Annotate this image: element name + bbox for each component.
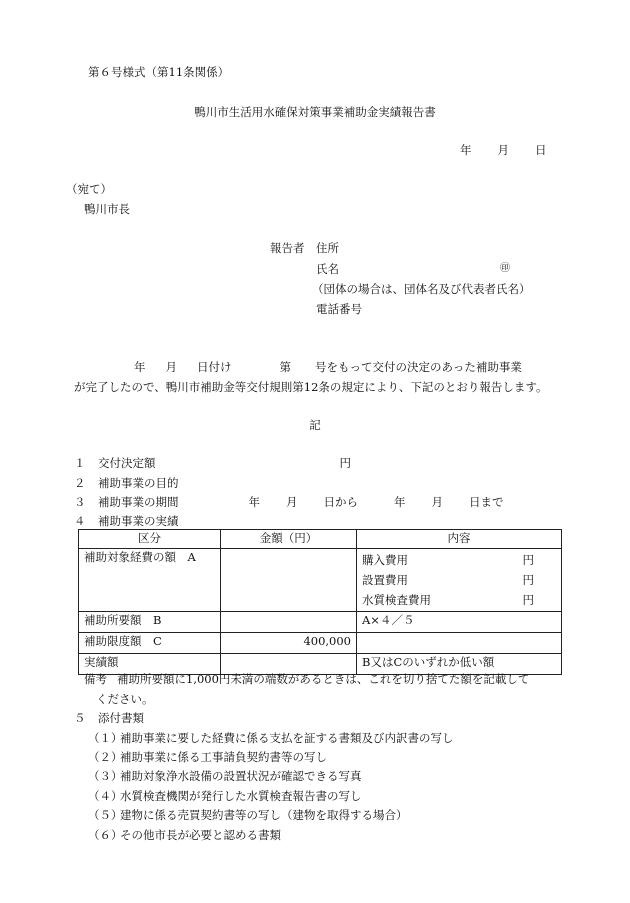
attachment-text: 補助対象浄水設備の設置状況が確認できる写真: [120, 769, 362, 783]
reporter-organization-note: （団体の場合は、団体名及び代表者氏名）: [312, 282, 531, 296]
content-cell: [357, 549, 562, 612]
seal-mark: ㊞: [500, 263, 510, 274]
body-dai: 第: [279, 360, 291, 374]
document-title: 鴨川市生活用水確保対策事業補助金実績報告書: [194, 105, 436, 119]
attachment-item: [88, 750, 327, 765]
item-number: ２: [74, 476, 86, 490]
form-number-label: 第６号様式（第11条関係）: [88, 65, 230, 79]
yen-unit: 円: [522, 593, 534, 607]
remark-line-2: ください。: [96, 692, 154, 706]
attachment-number: （５）: [88, 808, 123, 822]
table-header-category: 区分: [79, 530, 221, 549]
content-cell: B又はCのいずれか低い額: [357, 654, 562, 675]
period-to-month: 月: [431, 495, 443, 509]
attachment-text: 補助事業に要した経費に係る支払を証する書類及び内訳書の写し: [120, 731, 454, 745]
date-line: [460, 143, 547, 158]
table-row: [79, 612, 562, 633]
period-from-year: 年: [248, 495, 260, 509]
item-project-period: [74, 495, 504, 510]
content-line: [362, 590, 556, 610]
reporter-address-label: 住所: [316, 241, 339, 255]
table-header-content: 内容: [357, 530, 562, 549]
item-label: 添付書類: [98, 711, 144, 725]
attachment-text: 建物に係る売買契約書等の写し（建物を取得する場合）: [120, 808, 408, 822]
content-cell: A×４／５: [357, 612, 562, 633]
attachment-item: [88, 731, 454, 746]
results-table: [78, 529, 562, 675]
period-from-day: 日から: [323, 495, 358, 509]
category-cell: 補助対象経費の額 A: [79, 549, 221, 612]
attachment-item: [88, 769, 362, 784]
body-month: 月: [165, 360, 177, 374]
item-number: １: [74, 456, 86, 470]
amount-cell: 400,000: [221, 633, 357, 654]
category-cell: 補助所要額 B: [79, 612, 221, 633]
attachment-text: 補助事業に係る工事請負契約書等の写し: [120, 750, 327, 764]
remark-line-1: [84, 672, 529, 687]
body-text-line-1: [74, 360, 522, 375]
item-number: ４: [74, 514, 86, 528]
attachment-text: 水質検査機関が発行した水質検査報告書の写し: [120, 789, 362, 803]
period-to-day: 日まで: [469, 495, 504, 509]
category-cell: 補助限度額 C: [79, 633, 221, 654]
reporter-phone-label: 電話番号: [316, 302, 362, 316]
item-number: ５: [74, 711, 86, 725]
date-day: 日: [535, 143, 547, 157]
attachment-number: （３）: [88, 769, 123, 783]
remark-text: 補助所要額に1,000円未満の端数があるときは、これを切り捨てた額を記載して: [117, 672, 530, 686]
water-test-cost-label: 水質検査費用: [362, 593, 431, 607]
date-month: 月: [497, 143, 509, 157]
attachment-number: （２）: [88, 750, 123, 764]
table-header-amount: 金額（円）: [221, 530, 357, 549]
attachment-text: その他市長が必要と認める書類: [120, 828, 281, 842]
addressee-name: 鴨川市長: [84, 202, 130, 216]
content-cell: [357, 633, 562, 654]
reporter-name-label: 氏名: [316, 262, 339, 276]
body-year: 年: [134, 360, 146, 374]
attachment-item: [88, 808, 408, 823]
body-go-text: 号をもって交付の決定のあった補助事業: [315, 360, 522, 374]
installation-cost-label: 設置費用: [362, 573, 408, 587]
period-from-month: 月: [286, 495, 298, 509]
yen-unit: 円: [339, 456, 351, 470]
attachment-item: [88, 828, 281, 843]
table-header-row: [79, 530, 562, 549]
item-project-purpose: [74, 476, 179, 491]
amount-cell: [221, 612, 357, 633]
item-label: 補助事業の実績: [98, 514, 179, 528]
period-to-year: 年: [394, 495, 406, 509]
attachment-number: （６）: [88, 828, 123, 842]
date-year: 年: [460, 143, 472, 157]
table-row: [79, 633, 562, 654]
item-attachments: [74, 711, 144, 726]
purchase-cost-label: 購入費用: [362, 553, 408, 567]
ki-heading: 記: [309, 418, 321, 432]
item-project-results: [74, 514, 179, 529]
attachment-item: [88, 789, 362, 804]
item-number: ３: [74, 495, 86, 509]
body-day-suffix: 日付け: [197, 360, 232, 374]
item-grant-decision-amount: [74, 456, 351, 471]
item-label: 補助事業の期間: [98, 495, 179, 509]
reporter-label: 報告者: [270, 241, 305, 255]
yen-unit: 円: [522, 573, 534, 587]
body-text-line-2: が完了したので、鴨川市補助金等交付規則第12条の規定により、下記のとおり報告します。: [74, 380, 548, 394]
content-line: [362, 550, 556, 570]
item-label: 補助事業の目的: [98, 476, 179, 490]
remark-label: 備考: [84, 672, 107, 686]
item-label: 交付決定額: [98, 456, 156, 470]
addressee-prefix: （宛て）: [66, 182, 112, 196]
attachment-number: （４）: [88, 789, 123, 803]
category-cell: 実績額: [79, 654, 221, 675]
content-line: [362, 570, 556, 590]
table-row: [79, 549, 562, 612]
amount-cell: [221, 549, 357, 612]
attachment-number: （１）: [88, 731, 123, 745]
yen-unit: 円: [522, 553, 534, 567]
